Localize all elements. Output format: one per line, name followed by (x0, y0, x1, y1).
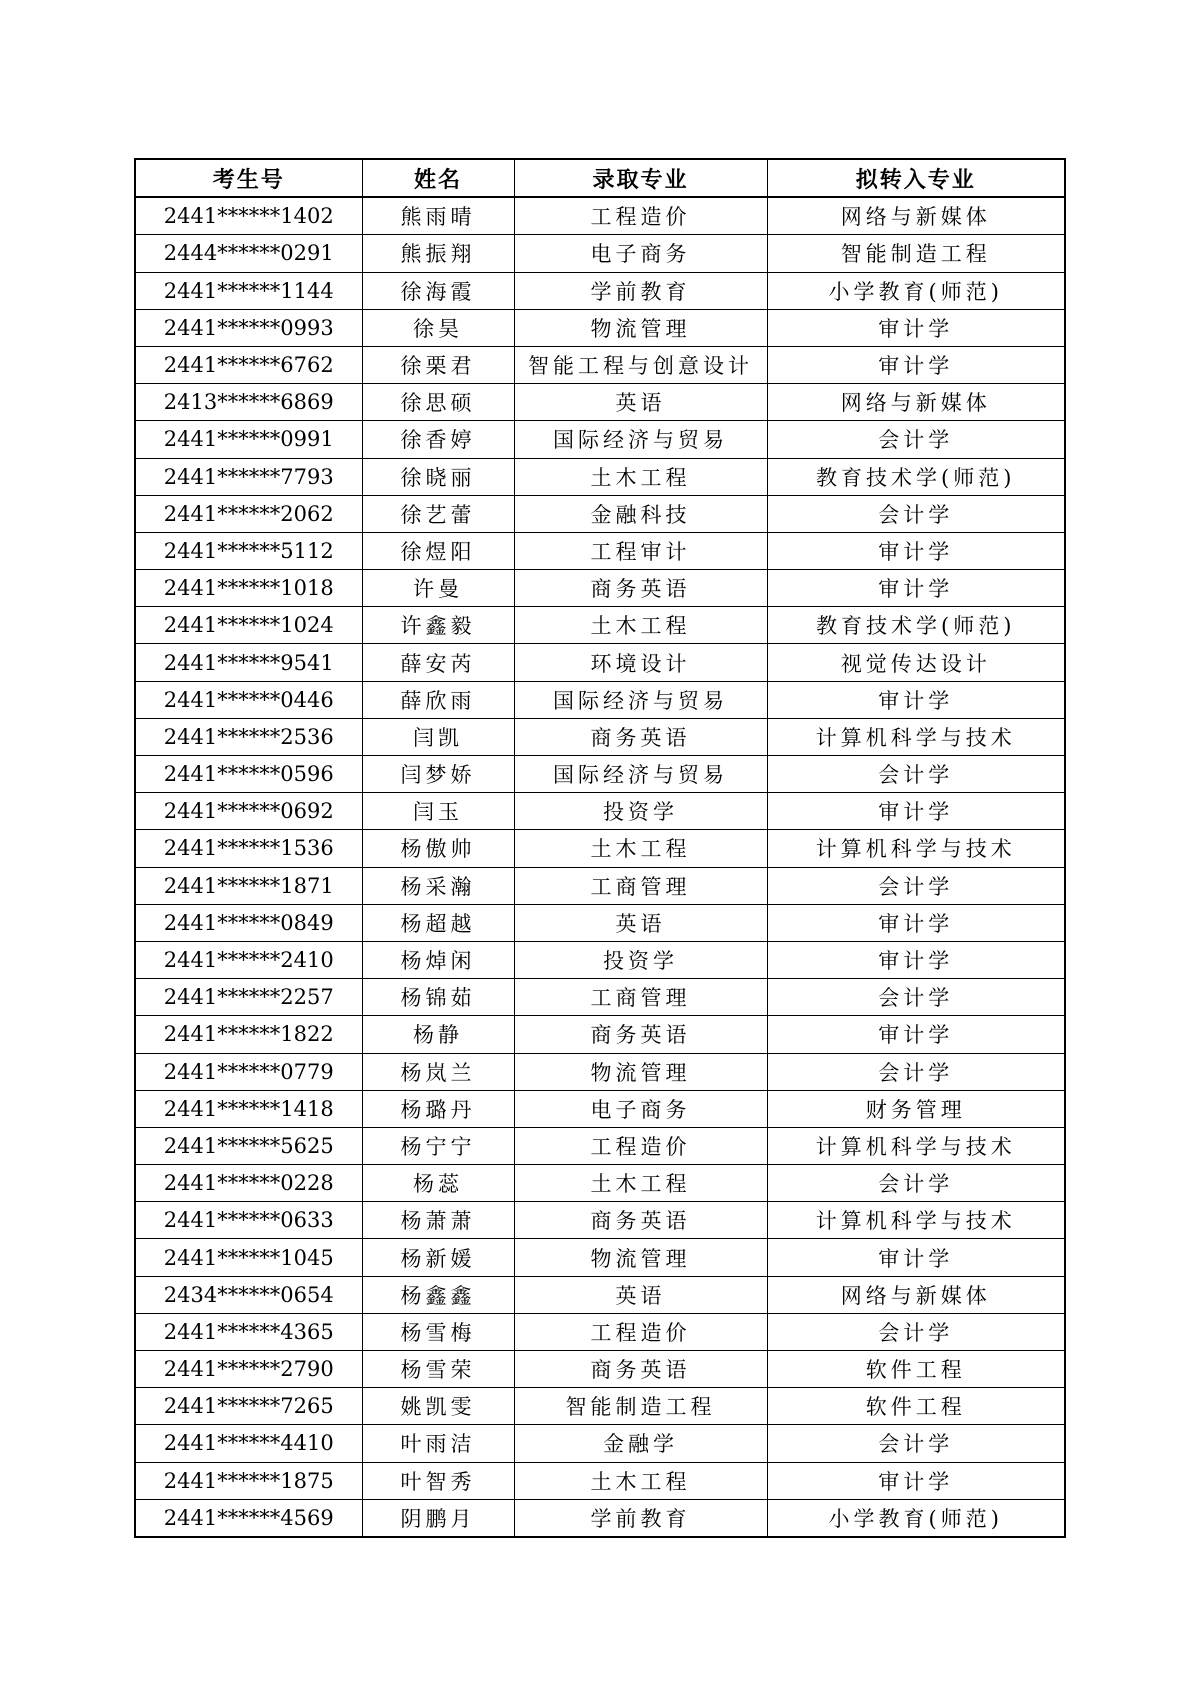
cell-name: 徐艺蕾 (362, 495, 514, 532)
cell-admitted-major: 商务英语 (514, 1202, 767, 1239)
table-row (135, 607, 1065, 644)
table-row (135, 867, 1065, 904)
table-row (135, 346, 1065, 383)
cell-admitted-major: 商务英语 (514, 1351, 767, 1388)
cell-name: 杨雪荣 (362, 1351, 514, 1388)
cell-name: 闫玉 (362, 793, 514, 830)
cell-target-major: 会计学 (767, 867, 1065, 904)
table-row (135, 309, 1065, 346)
cell-target-major: 软件工程 (767, 1351, 1065, 1388)
cell-target-major: 计算机科学与技术 (767, 1127, 1065, 1164)
cell-target-major: 小学教育(师范) (767, 272, 1065, 309)
cell-target-major: 软件工程 (767, 1388, 1065, 1425)
cell-admitted-major: 工商管理 (514, 979, 767, 1016)
transfer-list-table (134, 158, 1066, 1538)
table-row (135, 421, 1065, 458)
cell-admitted-major: 学前教育 (514, 1499, 767, 1537)
cell-exam-number: 2441******1402 (135, 197, 362, 235)
table-row (135, 1276, 1065, 1313)
table-header-row (135, 159, 1065, 197)
cell-name: 许曼 (362, 570, 514, 607)
table-row (135, 904, 1065, 941)
cell-exam-number: 2441******0633 (135, 1202, 362, 1239)
table-row (135, 1053, 1065, 1090)
cell-admitted-major: 英语 (514, 384, 767, 421)
table-row (135, 495, 1065, 532)
cell-exam-number: 2441******0692 (135, 793, 362, 830)
cell-admitted-major: 英语 (514, 904, 767, 941)
cell-admitted-major: 投资学 (514, 941, 767, 978)
cell-exam-number: 2441******1018 (135, 570, 362, 607)
cell-target-major: 财务管理 (767, 1090, 1065, 1127)
cell-admitted-major: 工程造价 (514, 1313, 767, 1350)
cell-exam-number: 2441******2257 (135, 979, 362, 1016)
cell-exam-number: 2441******1144 (135, 272, 362, 309)
cell-name: 杨岚兰 (362, 1053, 514, 1090)
table-row (135, 570, 1065, 607)
cell-name: 杨蕊 (362, 1165, 514, 1202)
cell-exam-number: 2441******0993 (135, 309, 362, 346)
cell-target-major: 智能制造工程 (767, 235, 1065, 272)
cell-admitted-major: 智能制造工程 (514, 1388, 767, 1425)
table-row (135, 718, 1065, 755)
cell-target-major: 会计学 (767, 979, 1065, 1016)
cell-admitted-major: 土木工程 (514, 830, 767, 867)
table-row (135, 1239, 1065, 1276)
cell-exam-number: 2441******2536 (135, 718, 362, 755)
cell-name: 叶雨洁 (362, 1425, 514, 1462)
cell-exam-number: 2441******9541 (135, 644, 362, 681)
cell-target-major: 审计学 (767, 793, 1065, 830)
cell-target-major: 教育技术学(师范) (767, 607, 1065, 644)
cell-target-major: 视觉传达设计 (767, 644, 1065, 681)
cell-exam-number: 2441******7265 (135, 1388, 362, 1425)
cell-target-major: 会计学 (767, 1053, 1065, 1090)
cell-name: 薛安芮 (362, 644, 514, 681)
table-row (135, 532, 1065, 569)
cell-name: 杨鑫鑫 (362, 1276, 514, 1313)
cell-admitted-major: 工程审计 (514, 532, 767, 569)
table-row (135, 1127, 1065, 1164)
cell-name: 徐昊 (362, 309, 514, 346)
table-row (135, 1313, 1065, 1350)
cell-target-major: 会计学 (767, 1313, 1065, 1350)
cell-name: 闫凯 (362, 718, 514, 755)
cell-admitted-major: 物流管理 (514, 1053, 767, 1090)
cell-exam-number: 2444******0291 (135, 235, 362, 272)
cell-exam-number: 2441******7793 (135, 458, 362, 495)
table-row (135, 756, 1065, 793)
cell-name: 熊雨晴 (362, 197, 514, 235)
cell-admitted-major: 物流管理 (514, 1239, 767, 1276)
cell-name: 杨新媛 (362, 1239, 514, 1276)
cell-admitted-major: 国际经济与贸易 (514, 756, 767, 793)
header-exam-number: 考生号 (135, 159, 362, 197)
cell-name: 杨焯闲 (362, 941, 514, 978)
cell-admitted-major: 投资学 (514, 793, 767, 830)
cell-admitted-major: 金融学 (514, 1425, 767, 1462)
cell-exam-number: 2441******1024 (135, 607, 362, 644)
cell-admitted-major: 电子商务 (514, 235, 767, 272)
cell-exam-number: 2441******4365 (135, 1313, 362, 1350)
cell-admitted-major: 土木工程 (514, 1165, 767, 1202)
cell-admitted-major: 工商管理 (514, 867, 767, 904)
cell-exam-number: 2413******6869 (135, 384, 362, 421)
cell-admitted-major: 环境设计 (514, 644, 767, 681)
cell-target-major: 教育技术学(师范) (767, 458, 1065, 495)
cell-admitted-major: 智能工程与创意设计 (514, 346, 767, 383)
table-row (135, 1499, 1065, 1537)
cell-exam-number: 2441******2790 (135, 1351, 362, 1388)
cell-target-major: 会计学 (767, 421, 1065, 458)
cell-target-major: 会计学 (767, 1165, 1065, 1202)
cell-exam-number: 2441******2410 (135, 941, 362, 978)
cell-target-major: 网络与新媒体 (767, 197, 1065, 235)
cell-name: 徐香婷 (362, 421, 514, 458)
table-row (135, 1202, 1065, 1239)
table-row (135, 1388, 1065, 1425)
cell-name: 徐晓丽 (362, 458, 514, 495)
table-row (135, 830, 1065, 867)
cell-name: 阴鹏月 (362, 1499, 514, 1537)
cell-target-major: 计算机科学与技术 (767, 1202, 1065, 1239)
cell-name: 熊振翔 (362, 235, 514, 272)
header-admitted-major: 录取专业 (514, 159, 767, 197)
cell-name: 杨静 (362, 1016, 514, 1053)
cell-exam-number: 2441******0228 (135, 1165, 362, 1202)
cell-name: 姚凯雯 (362, 1388, 514, 1425)
cell-admitted-major: 英语 (514, 1276, 767, 1313)
table-row (135, 458, 1065, 495)
cell-exam-number: 2441******1418 (135, 1090, 362, 1127)
cell-exam-number: 2434******0654 (135, 1276, 362, 1313)
cell-admitted-major: 工程造价 (514, 197, 767, 235)
cell-target-major: 审计学 (767, 904, 1065, 941)
cell-admitted-major: 商务英语 (514, 718, 767, 755)
cell-admitted-major: 金融科技 (514, 495, 767, 532)
cell-exam-number: 2441******0779 (135, 1053, 362, 1090)
cell-exam-number: 2441******1822 (135, 1016, 362, 1053)
cell-admitted-major: 电子商务 (514, 1090, 767, 1127)
header-name: 姓名 (362, 159, 514, 197)
table-row (135, 793, 1065, 830)
cell-admitted-major: 商务英语 (514, 570, 767, 607)
table-row (135, 644, 1065, 681)
cell-name: 徐思硕 (362, 384, 514, 421)
cell-name: 杨宁宁 (362, 1127, 514, 1164)
cell-exam-number: 2441******1045 (135, 1239, 362, 1276)
cell-admitted-major: 工程造价 (514, 1127, 767, 1164)
table-row (135, 1090, 1065, 1127)
cell-name: 徐海霞 (362, 272, 514, 309)
cell-target-major: 计算机科学与技术 (767, 830, 1065, 867)
table-row (135, 235, 1065, 272)
cell-name: 许鑫毅 (362, 607, 514, 644)
cell-exam-number: 2441******5625 (135, 1127, 362, 1164)
cell-exam-number: 2441******0596 (135, 756, 362, 793)
cell-admitted-major: 土木工程 (514, 1462, 767, 1499)
cell-name: 杨萧萧 (362, 1202, 514, 1239)
cell-name: 杨雪梅 (362, 1313, 514, 1350)
cell-target-major: 会计学 (767, 495, 1065, 532)
table-row (135, 384, 1065, 421)
table-row (135, 1165, 1065, 1202)
table-row (135, 1425, 1065, 1462)
table-row (135, 1016, 1065, 1053)
cell-exam-number: 2441******5112 (135, 532, 362, 569)
cell-admitted-major: 土木工程 (514, 607, 767, 644)
table-row (135, 979, 1065, 1016)
cell-target-major: 审计学 (767, 532, 1065, 569)
cell-target-major: 网络与新媒体 (767, 384, 1065, 421)
cell-exam-number: 2441******4410 (135, 1425, 362, 1462)
cell-admitted-major: 国际经济与贸易 (514, 421, 767, 458)
cell-exam-number: 2441******1871 (135, 867, 362, 904)
cell-target-major: 计算机科学与技术 (767, 718, 1065, 755)
cell-exam-number: 2441******1875 (135, 1462, 362, 1499)
cell-target-major: 审计学 (767, 681, 1065, 718)
cell-name: 杨锦茹 (362, 979, 514, 1016)
cell-name: 徐煜阳 (362, 532, 514, 569)
cell-admitted-major: 学前教育 (514, 272, 767, 309)
table-row (135, 681, 1065, 718)
cell-name: 杨璐丹 (362, 1090, 514, 1127)
cell-exam-number: 2441******0991 (135, 421, 362, 458)
cell-target-major: 审计学 (767, 941, 1065, 978)
cell-name: 叶智秀 (362, 1462, 514, 1499)
cell-name: 杨采瀚 (362, 867, 514, 904)
cell-exam-number: 2441******1536 (135, 830, 362, 867)
cell-exam-number: 2441******0849 (135, 904, 362, 941)
table-row (135, 197, 1065, 235)
cell-admitted-major: 物流管理 (514, 309, 767, 346)
table-row (135, 1351, 1065, 1388)
cell-target-major: 会计学 (767, 756, 1065, 793)
cell-name: 杨傲帅 (362, 830, 514, 867)
cell-target-major: 审计学 (767, 1239, 1065, 1276)
table-row (135, 941, 1065, 978)
cell-target-major: 审计学 (767, 570, 1065, 607)
cell-target-major: 会计学 (767, 1425, 1065, 1462)
cell-name: 徐栗君 (362, 346, 514, 383)
table-row (135, 272, 1065, 309)
cell-target-major: 网络与新媒体 (767, 1276, 1065, 1313)
cell-target-major: 审计学 (767, 1016, 1065, 1053)
cell-name: 闫梦娇 (362, 756, 514, 793)
cell-exam-number: 2441******4569 (135, 1499, 362, 1537)
table-row (135, 1462, 1065, 1499)
header-target-major: 拟转入专业 (767, 159, 1065, 197)
cell-target-major: 审计学 (767, 1462, 1065, 1499)
cell-admitted-major: 国际经济与贸易 (514, 681, 767, 718)
cell-exam-number: 2441******2062 (135, 495, 362, 532)
cell-admitted-major: 商务英语 (514, 1016, 767, 1053)
cell-name: 薛欣雨 (362, 681, 514, 718)
cell-exam-number: 2441******6762 (135, 346, 362, 383)
cell-target-major: 审计学 (767, 346, 1065, 383)
table-body (135, 197, 1065, 1537)
cell-target-major: 小学教育(师范) (767, 1499, 1065, 1537)
cell-exam-number: 2441******0446 (135, 681, 362, 718)
cell-name: 杨超越 (362, 904, 514, 941)
cell-admitted-major: 土木工程 (514, 458, 767, 495)
cell-target-major: 审计学 (767, 309, 1065, 346)
